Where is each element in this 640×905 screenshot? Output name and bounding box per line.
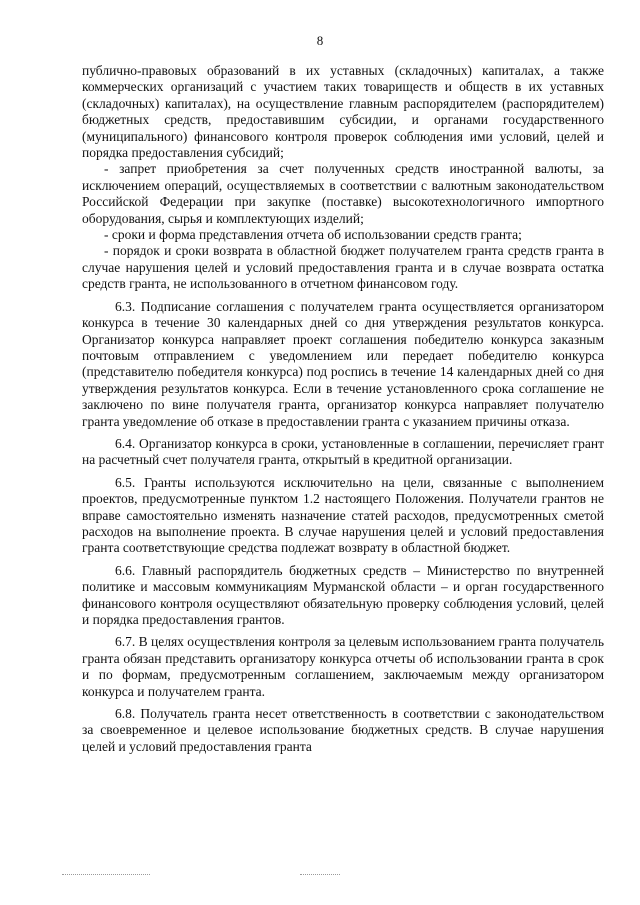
footer-scan-mark-left	[62, 874, 150, 877]
list-item-report-terms: - сроки и форма представления отчета об использовании средств гранта;	[104, 227, 522, 243]
paragraph-continuation: публично-правовых образований в их уставных (складочных) капиталах, а также коммерческих организаций с участием таких товариществ и обществ в их уставных (складочных) капиталах), на осуществление главным распорядителем (распорядителем) бюджетных средств, предоставившим субсидии, и органами государственного (муниципального) финансового контроля проверок соблюдения ими условий, целей и порядка предоставления субсидий;	[82, 63, 604, 161]
list-item-refund-procedure: - порядок и сроки возврата в областной бюджет получателем гранта средств гранта в случае нарушения целей и условий предоставления гранта и в случае возврата остатка средств гранта, не использованного в отчетном финансовом году.	[82, 243, 604, 292]
list-item-currency-ban: - запрет приобретения за счет полученных средств иностранной валюты, за исключением операций, осуществляемых в соответствии с валютным законодательством Российской Федерации при закупке (поставке) высокотехнологичного импортного оборудования, сырья и комплектующих изделий;	[82, 161, 604, 226]
paragraph-6-3: 6.3. Подписание соглашения с получателем гранта осуществляется организатором конкурса в течение 30 календарных дней со дня утверждения результатов конкурса. Организатор конкурса направляет проект соглашения победителю конкурса заказным почтовым отправлением с уведомлением или передает победителю конкурса (представителю победителя конкурса) под роспись в течение 14 календарных дней со дня утверждения результатов конкурса. Если в течение установленного срока соглашение не заключено по вине получателя гранта, организатор конкурса направляет получателю гранта уведомление об отказе в предоставлении гранта с указанием причины отказа.	[82, 298, 604, 429]
page-number: 8	[316, 33, 324, 48]
paragraph-6-4: 6.4. Организатор конкурса в сроки, установленные в соглашении, перечисляет грант на расчетный счет получателя гранта, открытый в кредитной организации.	[82, 435, 604, 468]
paragraph-6-5: 6.5. Гранты используются исключительно на цели, связанные с выполнением проектов, предусмотренные пунктом 1.2 настоящего Положения. Получатели грантов не вправе самостоятельно изменять назначение статей расходов, предусмотренных сметой расходов на выполнение проекта. В случае нарушения целей и условий предоставления гранта соответствующие средства подлежат возврату в областной бюджет.	[82, 474, 604, 556]
paragraph-6-8: 6.8. Получатель гранта несет ответственность в соответствии с законодательством за своевременное и целевое использование бюджетных средств. В случае нарушения целей и условий предоставления гранта	[82, 706, 604, 754]
paragraph-6-7: 6.7. В целях осуществления контроля за целевым использованием гранта получатель гранта обязан представить организатору конкурса отчеты об использовании гранта в срок и по формам, предусмотренным соглашением, заключаемым между организатором конкурса и получателем гранта.	[82, 634, 604, 699]
footer-scan-mark-center	[300, 874, 340, 877]
document-body	[82, 63, 604, 755]
paragraph-6-6: 6.6. Главный распорядитель бюджетных средств – Министерство по внутренней политике и массовым коммуникациям Мурманской области – и орган государственного финансового контроля осуществляют обязательную проверку соблюдения условий, целей и порядка предоставления грантов.	[82, 562, 604, 627]
